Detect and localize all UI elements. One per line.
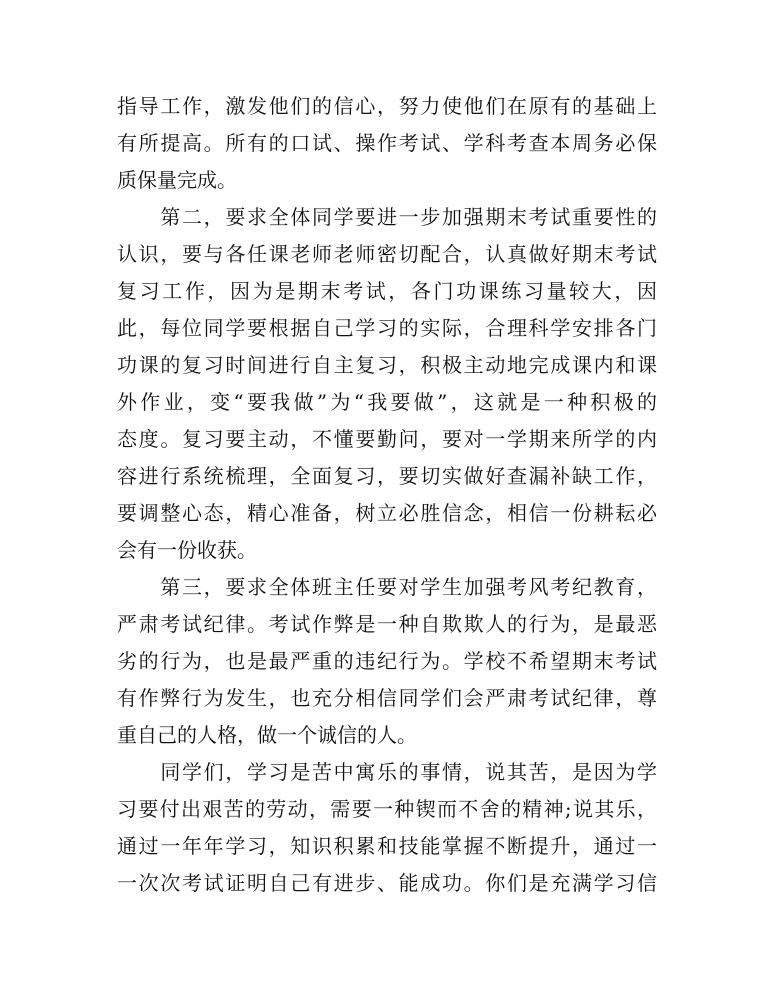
text-line: 外作业，变“要我做”为“我要做”，这就是一种积极的	[117, 390, 657, 414]
text-line: 认识，要与各任课老师老师密切配合，认真做好期末考试	[117, 242, 657, 266]
text-line: 同学们，学习是苦中寓乐的事情，说其苦，是因为学	[117, 760, 657, 784]
text-line: 第三，要求全体班主任要对学生加强考风考纪教育，	[117, 575, 657, 599]
text-line: 复习工作，因为是期末考试，各门功课练习量较大，因	[117, 279, 657, 303]
text-line: 严肃考试纪律。考试作弊是一种自欺欺人的行为，是最恶	[117, 612, 657, 636]
text-line: 会有一份收获。	[117, 538, 257, 562]
text-line: 功课的复习时间进行自主复习，积极主动地完成课内和课	[117, 353, 657, 377]
text-line: 此，每位同学要根据自己学习的实际，合理科学安排各门	[117, 316, 657, 340]
text-line: 要调整心态，精心准备，树立必胜信念，相信一份耕耘必	[117, 501, 657, 525]
text-line: 容进行系统梳理，全面复习，要切实做好查漏补缺工作，	[117, 464, 657, 488]
text-line: 有作弊行为发生，也充分相信同学们会严肃考试纪律，尊	[117, 686, 657, 710]
text-line: 一次次考试证明自己有进步、能成功。你们是充满学习信	[117, 871, 657, 895]
text-line: 习要付出艰苦的劳动，需要一种锲而不舍的精神;说其乐，	[117, 797, 657, 821]
text-line: 态度。复习要主动，不懂要勤问，要对一学期来所学的内	[117, 427, 657, 451]
text-line: 重自己的人格，做一个诚信的人。	[117, 723, 417, 747]
body-text	[117, 88, 657, 902]
text-line: 质保量完成。	[117, 168, 237, 192]
text-line: 第二，要求全体同学要进一步加强期末考试重要性的	[117, 205, 657, 229]
text-line: 通过一年年学习，知识积累和技能掌握不断提升，通过一	[117, 834, 657, 858]
text-line: 有所提高。所有的口试、操作考试、学科考查本周务必保	[117, 131, 657, 155]
text-line: 劣的行为，也是最严重的违纪行为。学校不希望期末考试	[117, 649, 657, 673]
text-line: 指导工作，激发他们的信心，努力使他们在原有的基础上	[117, 94, 657, 118]
